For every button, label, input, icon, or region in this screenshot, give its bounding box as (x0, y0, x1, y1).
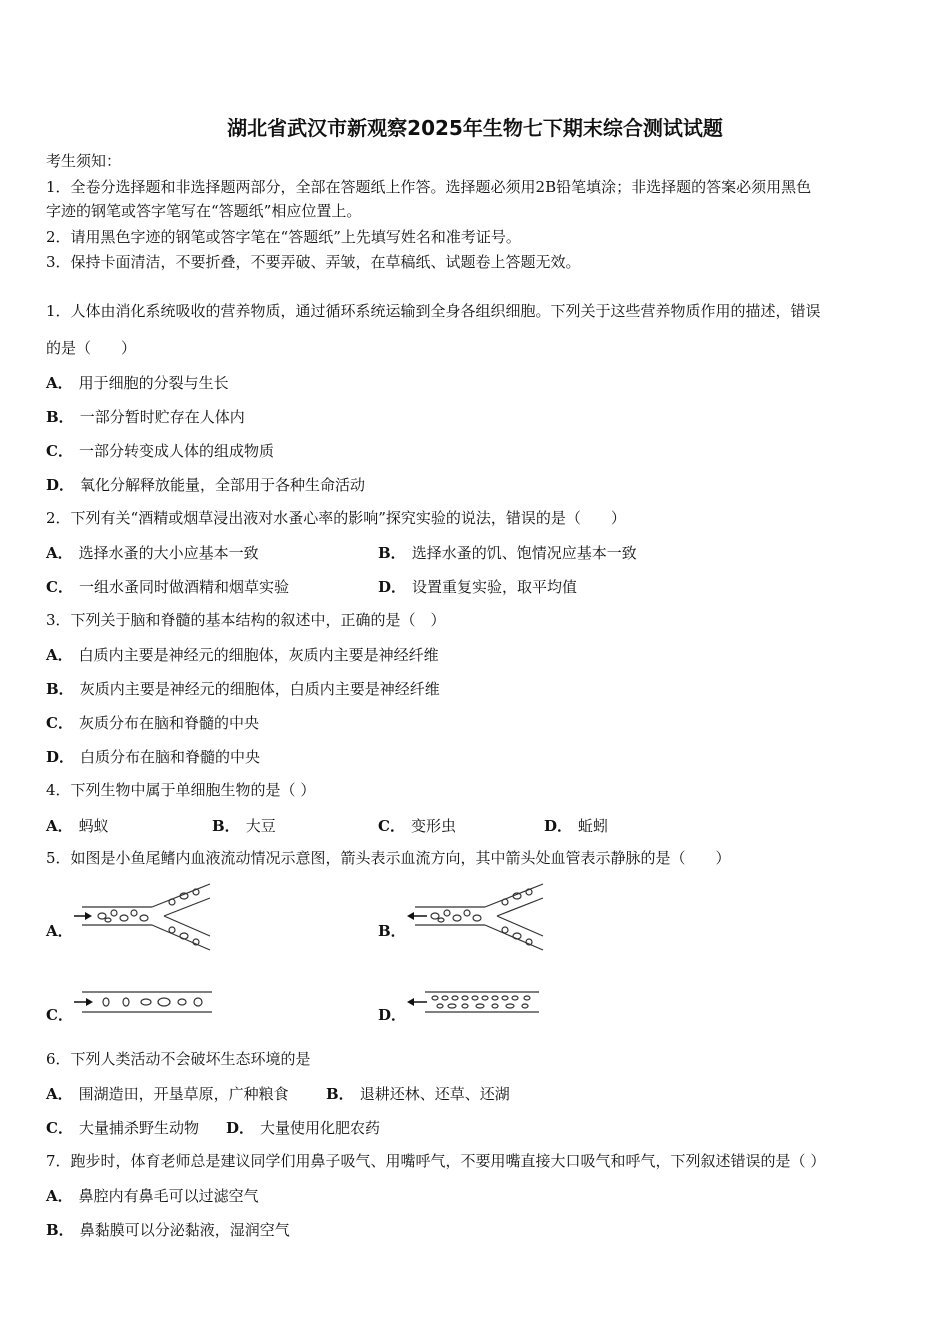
question-6-stem: 6．下列人类活动不会破坏生态环境的是 (46, 1050, 311, 1068)
q6-option-c[interactable] (46, 1117, 199, 1138)
option-label: A． (46, 817, 73, 835)
option-text: 大量捕杀野生动物 (78, 1119, 199, 1137)
question-3-stem: 3．下列关于脑和脊髓的基本结构的叙述中，正确的是（ ） (46, 611, 446, 629)
q4-option-d[interactable] (544, 815, 608, 836)
option-label: D． (46, 748, 75, 766)
option-label: C． (46, 1119, 73, 1137)
option-text: 鼻腔内有鼻毛可以过滤空气 (78, 1187, 259, 1205)
option-text: 灰质内主要是神经元的细胞体，白质内主要是神经纤维 (79, 680, 440, 698)
option-text: 选择水蚤的饥、饱情况应基本一致 (411, 544, 637, 562)
option-label: B． (212, 817, 240, 835)
option-label: A． (46, 922, 73, 940)
q1-option-b[interactable] (46, 406, 245, 427)
option-label: A． (46, 646, 73, 664)
option-text: 选择水蚤的大小应基本一致 (78, 544, 259, 562)
option-text: 灰质分布在脑和脊髓的中央 (78, 714, 259, 732)
option-text: 白质内主要是神经元的细胞体，灰质内主要是神经纤维 (78, 646, 439, 664)
q6-option-b[interactable] (326, 1083, 510, 1104)
q5-diagram-a (72, 880, 217, 952)
page-title: 湖北省武汉市新观察2025年生物七下期末综合测试试题 (227, 116, 723, 140)
option-text: 大豆 (245, 817, 276, 835)
q5-diagram-c (72, 990, 217, 1016)
option-label: C． (46, 714, 73, 732)
q7-option-a[interactable] (46, 1185, 259, 1206)
option-text: 设置重复实验，取平均值 (412, 578, 578, 596)
option-label: C． (46, 442, 73, 460)
notice-item: 3．保持卡面清洁，不要折叠，不要弄破、弄皱，在草稿纸、试题卷上答题无效。 (46, 253, 581, 271)
option-text: 一部分转变成人体的组成物质 (78, 442, 274, 460)
option-label: B． (46, 680, 74, 698)
q6-option-a[interactable] (46, 1083, 289, 1104)
option-label: B． (378, 544, 406, 562)
option-text: 氧化分解释放能量，全部用于各种生命活动 (80, 476, 366, 494)
option-label: A． (46, 1187, 73, 1205)
option-label: D． (46, 476, 75, 494)
question-1-stem-cont: 的是（ ） (46, 339, 137, 357)
q1-option-c[interactable] (46, 440, 274, 461)
q6-option-d[interactable] (226, 1117, 380, 1138)
q3-option-a[interactable] (46, 644, 439, 665)
option-text: 蚂蚁 (78, 817, 109, 835)
option-label: B． (326, 1085, 354, 1103)
option-text: 一组水蚤同时做酒精和烟草实验 (78, 578, 289, 596)
option-label: C． (46, 1006, 73, 1024)
question-7-stem: 7．跑步时，体育老师总是建议同学们用鼻子吸气、用嘴呼气，不要用嘴直接大口吸气和呼气，下列叙述错误的是（ ） (46, 1152, 826, 1170)
option-text: 大量使用化肥农药 (260, 1119, 381, 1137)
question-1-stem: 1．人体由消化系统吸收的营养物质，通过循环系统运输到全身各组织细胞。下列关于这些营养物质作用的描述，错误 (46, 302, 821, 320)
notice-item: 1．全卷分选择题和非选择题两部分，全部在答题纸上作答。选择题必须用2B铅笔填涂；非选择题的答案必须用黑色 (46, 178, 812, 196)
option-label: C． (46, 578, 73, 596)
q3-option-c[interactable] (46, 712, 259, 733)
option-label: B． (46, 1221, 74, 1239)
option-label: A． (46, 544, 73, 562)
q3-option-b[interactable] (46, 678, 440, 699)
q7-option-b[interactable] (46, 1219, 290, 1240)
option-label: A． (46, 1085, 73, 1103)
q2-option-a[interactable] (46, 542, 259, 563)
q4-option-a[interactable] (46, 815, 109, 836)
notice-heading: 考生须知： (46, 152, 122, 170)
option-text: 围湖造田，开垦草原，广种粮食 (78, 1085, 289, 1103)
option-text: 一部分暂时贮存在人体内 (79, 408, 245, 426)
q4-option-b[interactable] (212, 815, 276, 836)
option-text: 变形虫 (410, 817, 456, 835)
option-label: A． (46, 374, 73, 392)
option-text: 鼻黏膜可以分泌黏液，湿润空气 (79, 1221, 290, 1239)
option-text: 白质分布在脑和脊髓的中央 (80, 748, 261, 766)
question-5-stem: 5．如图是小鱼尾鳍内血液流动情况示意图，箭头表示血流方向，其中箭头处血管表示静脉的是（ ） (46, 849, 731, 867)
q4-option-c[interactable] (378, 815, 456, 836)
option-label: B． (378, 922, 406, 940)
option-text: 退耕还林、还草、还湖 (359, 1085, 510, 1103)
q1-option-d[interactable] (46, 474, 365, 495)
q2-option-c[interactable] (46, 576, 289, 597)
q5-diagram-b (405, 880, 550, 952)
option-label: D． (378, 1006, 407, 1024)
q5-diagram-d (405, 990, 545, 1016)
option-text: 蚯蚓 (578, 817, 609, 835)
q2-option-b[interactable] (378, 542, 637, 563)
question-4-stem: 4．下列生物中属于单细胞生物的是（ ） (46, 781, 316, 799)
question-2-stem: 2．下列有关“酒精或烟草浸出液对水蚤心率的影响”探究实验的说法，错误的是（ ） (46, 509, 626, 527)
q2-option-d[interactable] (378, 576, 577, 597)
q1-option-a[interactable] (46, 372, 229, 393)
option-label: D． (378, 578, 407, 596)
option-text: 用于细胞的分裂与生长 (78, 374, 229, 392)
notice-item: 2．请用黑色字迹的钢笔或答字笔在“答题纸”上先填写姓名和准考证号。 (46, 228, 521, 246)
option-label: D． (544, 817, 573, 835)
q3-option-d[interactable] (46, 746, 260, 767)
option-label: B． (46, 408, 74, 426)
option-label: C． (378, 817, 405, 835)
option-label: D． (226, 1119, 255, 1137)
notice-item: 字迹的钢笔或答字笔写在“答题纸”相应位置上。 (46, 202, 362, 220)
